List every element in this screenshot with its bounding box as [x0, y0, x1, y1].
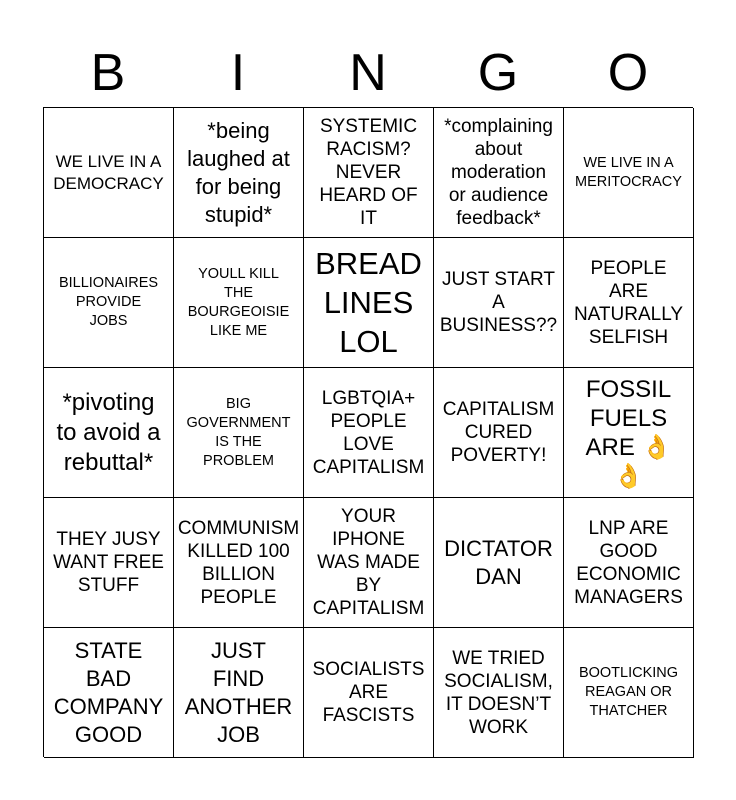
- cell-text: *being laughed at for being stupid*: [187, 117, 290, 227]
- header-letter-n: N: [349, 44, 387, 102]
- cell-text: *complaining about moderation or audience feedback*: [444, 116, 553, 229]
- header-letter-b: B: [90, 44, 126, 102]
- bingo-cell-r3c5[interactable]: [564, 368, 694, 498]
- bingo-cell-r5c1[interactable]: [44, 628, 174, 758]
- bingo-cell-r5c5[interactable]: [564, 628, 694, 758]
- cell-text: DICTATOR DAN: [444, 535, 553, 589]
- cell-text: THEY JUSY WANT FREE STUFF: [53, 529, 164, 596]
- cell-text: YOUR IPHONE WAS MADE BY CAPITALISM: [312, 506, 425, 619]
- bingo-cell-r1c3[interactable]: [304, 108, 434, 238]
- cell-text: SYSTEMIC RACISM? NEVER HEARD OF IT: [319, 116, 418, 229]
- bingo-cell-r1c1[interactable]: [44, 108, 174, 238]
- bingo-cell-r3c4[interactable]: [434, 368, 564, 498]
- cell-text: COMMUNISM KILLED 100 BILLION PEOPLE: [177, 517, 300, 608]
- cell-text: SOCIALISTS ARE FASCISTS: [312, 659, 425, 726]
- bingo-cell-r1c5[interactable]: [564, 108, 694, 238]
- bingo-cell-r4c2[interactable]: [174, 498, 304, 628]
- cell-text: WE LIVE IN A DEMOCRACY: [53, 151, 164, 193]
- header-letter-o: O: [607, 44, 649, 102]
- header-letter-g: G: [477, 44, 519, 102]
- bingo-cell-r2c5[interactable]: [564, 238, 694, 368]
- bingo-cell-r4c5[interactable]: [564, 498, 694, 628]
- cell-text: BOOTLICKING REAGAN OR THATCHER: [578, 665, 679, 719]
- bingo-cell-r3c1[interactable]: [44, 368, 174, 498]
- cell-text: BIG GOVERNMENT IS THE PROBLEM: [186, 395, 291, 469]
- bingo-header: [43, 40, 693, 106]
- cell-text: PEOPLE ARE NATURALLY SELFISH: [573, 257, 684, 348]
- cell-text: BILLIONAIRES PROVIDE JOBS: [58, 275, 159, 329]
- cell-text: FOSSIL FUELS ARE 👌 👌: [585, 375, 672, 490]
- bingo-cell-r2c4[interactable]: [434, 238, 564, 368]
- cell-text: JUST START A BUSINESS??: [439, 269, 558, 336]
- cell-text: WE LIVE IN A MERITOCRACY: [575, 154, 682, 190]
- bingo-cell-r4c4[interactable]: [434, 498, 564, 628]
- bingo-grid: [43, 107, 693, 757]
- bingo-cell-r2c3[interactable]: [304, 238, 434, 368]
- bingo-cell-r1c4[interactable]: [434, 108, 564, 238]
- cell-text: YOULL KILL THE BOURGEOISIE LIKE ME: [187, 265, 290, 339]
- cell-text: *pivoting to avoid a rebuttal*: [56, 388, 161, 476]
- cell-text: BREAD LINES LOL: [315, 246, 422, 359]
- cell-text: LNP ARE GOOD ECONOMIC MANAGERS: [574, 517, 683, 608]
- cell-text: WE TRIED SOCIALISM, IT DOESN’T WORK: [444, 647, 553, 738]
- cell-text: LGBTQIA+ PEOPLE LOVE CAPITALISM: [312, 387, 425, 478]
- cell-text: JUST FIND ANOTHER JOB: [184, 637, 293, 747]
- bingo-cell-r5c4[interactable]: [434, 628, 564, 758]
- bingo-cell-r4c1[interactable]: [44, 498, 174, 628]
- cell-text: STATE BAD COMPANY GOOD: [53, 637, 164, 747]
- bingo-cell-r5c3[interactable]: [304, 628, 434, 758]
- bingo-cell-r5c2[interactable]: [174, 628, 304, 758]
- bingo-cell-r4c3[interactable]: [304, 498, 434, 628]
- bingo-cell-r2c2[interactable]: [174, 238, 304, 368]
- header-letter-i: I: [230, 44, 246, 102]
- bingo-cell-r2c1[interactable]: [44, 238, 174, 368]
- bingo-cell-r1c2[interactable]: [174, 108, 304, 238]
- bingo-cell-r3c2[interactable]: [174, 368, 304, 498]
- cell-text: CAPITALISM CURED POVERTY!: [442, 399, 555, 466]
- bingo-cell-r3c3[interactable]: [304, 368, 434, 498]
